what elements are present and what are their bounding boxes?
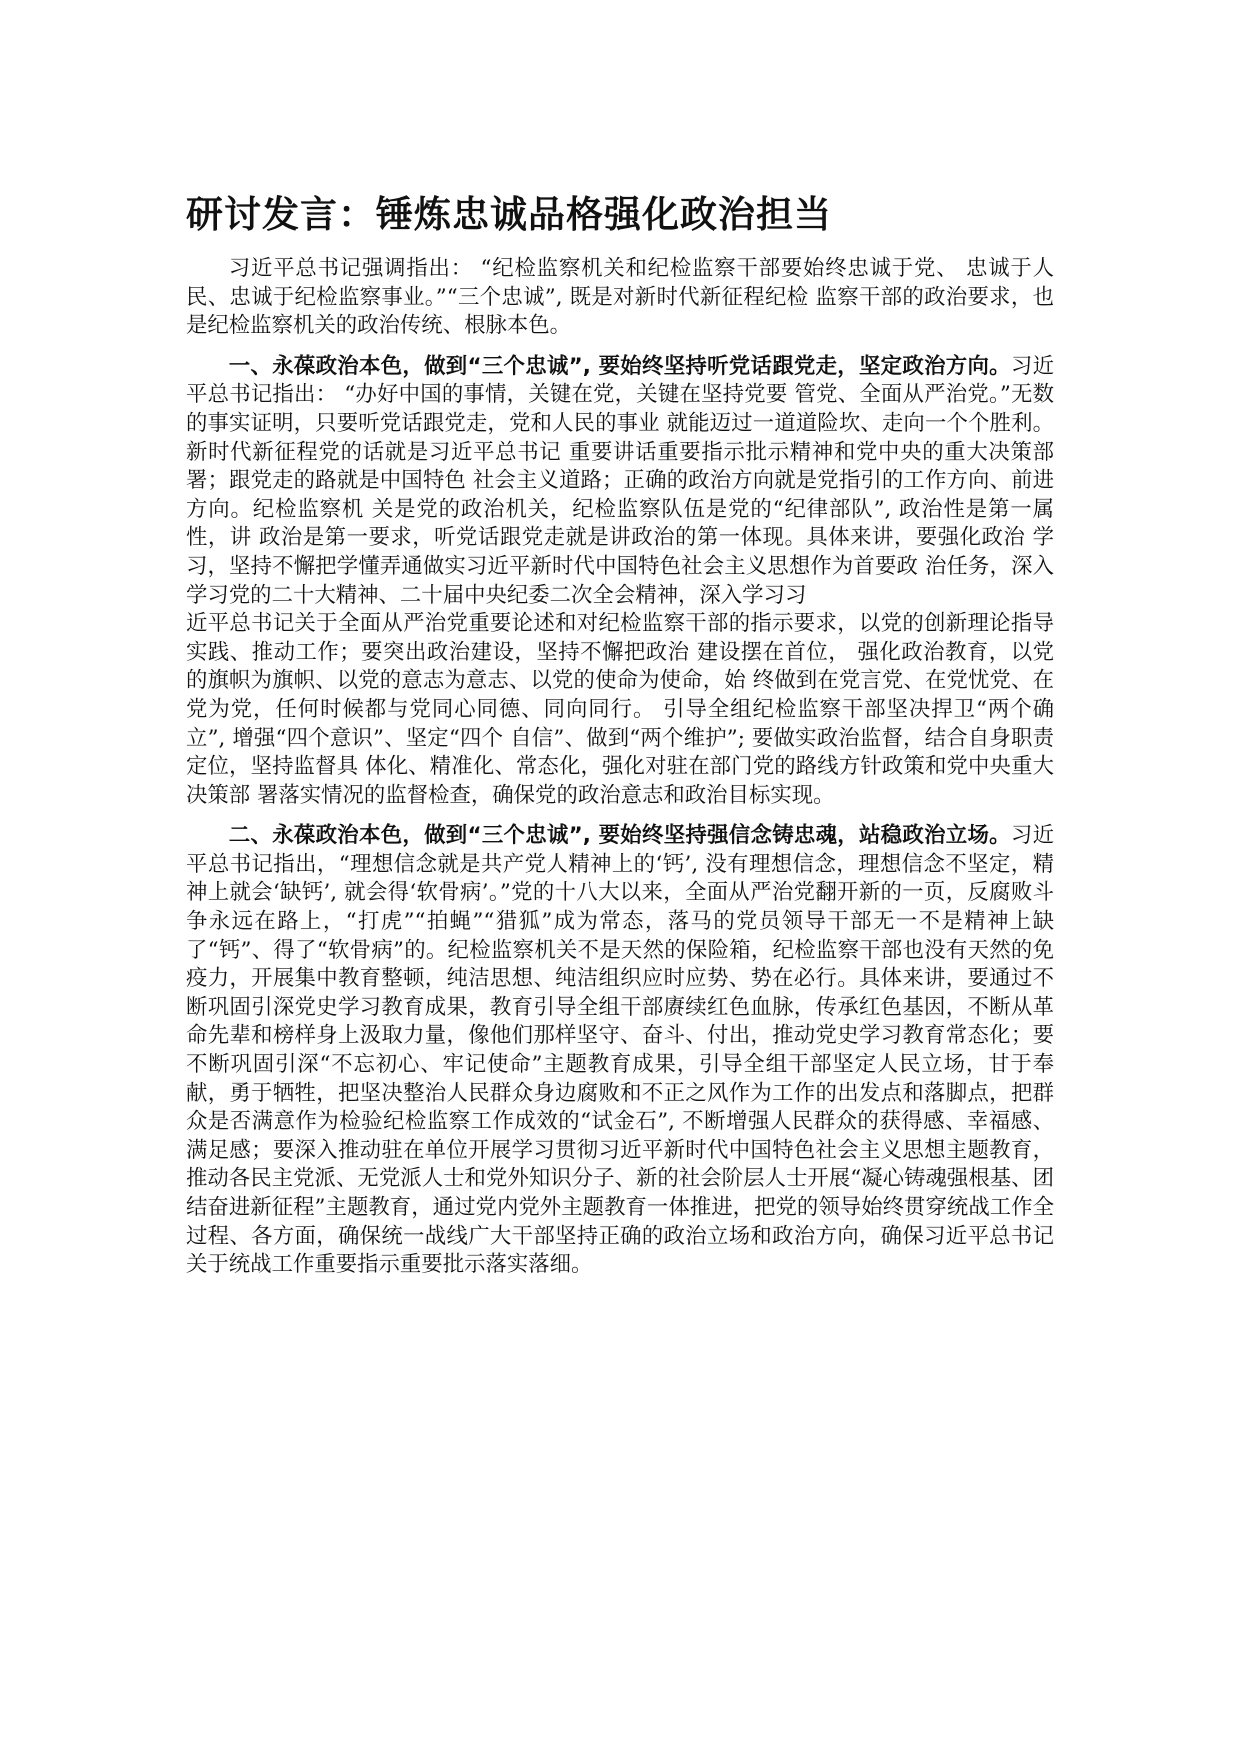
intro-paragraph: 习近平总书记强调指出： “纪检监察机关和纪检监察干部要始终忠诚于党、 忠诚于人民、忠诚于纪检监察事业。”“三个忠诚”, 既是对新时代新征程纪检 监察干部的政治要求，也是纪检监察机关的政治传统、根脉本色。 <box>186 256 1054 339</box>
section-2-text: 习近平总书记指出，“理想信念就是共产党人精神上的‘钙’, 没有理想信念，理想信念不坚定，精神上就会‘缺钙’, 就会得‘软骨病’。”党的十八大以来，全面从严治党翻开新的一页，反腐败斗争永远在路上，“打虎”“拍蝇”“猎狐”成为常态，落马的党员领导干部无一不是精神上缺了“钙”、得了“软骨病”的。纪检监察机关不是天然的保险箱，纪检监察干部也没有天然的免疫力，开展集中教育整顿，纯洁思想、纯洁组织应时应势、势在必行。具体来讲，要通过不断巩固引深党史学习教育成果，教育引导全组干部赓续红色血脉，传承红色基因，不断从革命先辈和榜样身上汲取力量，像他们那样坚守、奋斗、付出，推动党史学习教育常态化；要不断巩固引深“不忘初心、牢记使命”主题教育成果，引导全组干部坚定人民立场，甘于奉献，勇于牺牲，把坚决整治人民群众身边腐败和不正之风作为工作的出发点和落脚点，把群众是否满意作为检验纪检监察工作成效的“试金石”, 不断增强人民群众的获得感、幸福感、满足感；要深入推动驻在单位开展学习贯彻习近平新时代中国特色社会主义思想主题教育，推动各民主党派、无党派人士和党外知识分子、新的社会阶层人士开展“凝心铸魂强根基、团结奋进新征程”主题教育，通过党内党外主题教育一体推进，把党的领导始终贯穿统战工作全过程、各方面，确保统一战线广大干部坚持正确的政治立场和政治方向，确保习近平总书记关于统战工作重要指示重要批示落实落细。 <box>186 823 1054 1278</box>
document-title: 研讨发言：锤炼忠诚品格强化政治担当 <box>186 193 832 236</box>
section-1-text: 习近平总书记指出： “办好中国的事情，关键在党，关键在坚持党要 管党、全面从严治党。”无数的事实证明，只要听党话跟党走，党和人民的事业 就能迈过一道道险坎、走向一个个胜利。新时代新征程党的话就是习近平总书记 重要讲话重要指示批示精神和党中央的重大决策部署；跟党走的路就是中国特色 社会主义道路；正确的政治方向就是党指引的工作方向、前进方向。纪检监察机 关是党的政治机关，纪检监察队伍是党的“纪律部队”, 政治性是第一属性，讲 政治是第一要求，听党话跟党走就是讲政治的第一体现。具体来讲，要强化政治 学习，坚持不懈把学懂弄通做实习近平新时代中国特色社会主义思想作为首要政 治任务，深入学习党的二十大精神、二十届中央纪委二次全会精神，深入学习习 <box>186 353 1054 608</box>
document-body <box>186 255 1054 1280</box>
section-1-heading: 一、永葆政治本色，做到“三个忠诚”, 要始终坚持听党话跟党走，坚定政治方向。 <box>228 353 1011 379</box>
section-1-continuation: 近平总书记关于全面从严治党重要论述和对纪检监察干部的指示要求，以党的创新理论指导实践、推动工作；要突出政治建设，坚持不懈把政治 建设摆在首位， 强化政治教育，以党的旗帜为旗帜、以党的意志为意志、以党的使命为使命，始 终做到在党言党、在党忧党、在党为党，任何时候都与党同心同德、同向同行。 引导全组纪检监察干部坚决捍卫“两个确立”, 增强“四个意识”、坚定“四个 自信”、做到“两个维护”; 要做实政治监督，结合自身职责定位，坚持监督具 体化、精准化、常态化，强化对驻在部门党的路线方针政策和党中央重大决策部 署落实情况的监督检查，确保党的政治意志和政治目标实现。 <box>186 611 1054 808</box>
section-2-heading: 二、永葆政治本色，做到“三个忠诚”, 要始终坚持强信念铸忠魂，站稳政治立场。 <box>228 823 1011 849</box>
section-2-paragraph <box>186 822 1054 1280</box>
section-1-paragraph <box>186 353 1054 610</box>
